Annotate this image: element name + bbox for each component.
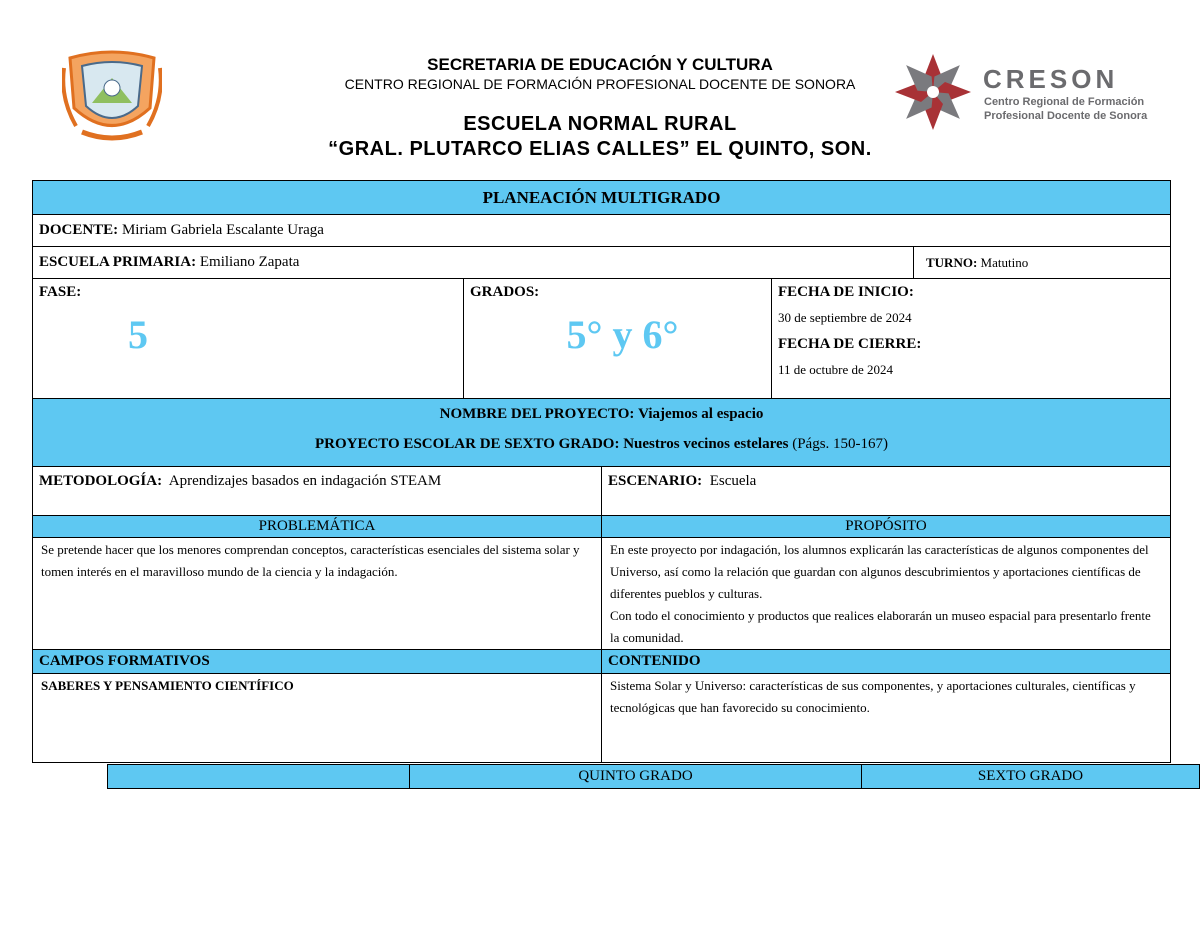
- fecha-inicio-value: 30 de septiembre de 2024: [778, 310, 912, 325]
- fecha-inicio-label: FECHA DE INICIO:: [778, 284, 914, 300]
- fase-label: FASE:: [39, 284, 82, 300]
- escuela-label: ESCUELA PRIMARIA:: [39, 254, 197, 270]
- centro-regional-subheading: CENTRO REGIONAL DE FORMACIÓN PROFESIONAL DOCENTE DE SONORA: [344, 76, 856, 92]
- proyecto-escolar-line: [39, 429, 1164, 459]
- proyecto-label: NOMBRE DEL PROYECTO:: [439, 406, 635, 422]
- turno-value: Matutino: [980, 255, 1029, 270]
- problematica-text: Se pretende hacer que los menores comprendan conceptos, características esenciales del sistema solar y tomen interés en el maravilloso mundo de la ciencia y la indagación.: [32, 537, 602, 650]
- proyecto-block: [32, 398, 1171, 467]
- escenario-cell: [601, 466, 1171, 516]
- fecha-cierre-value: 11 de octubre de 2024: [778, 362, 894, 377]
- proyecto-escolar-pages: (Págs. 150-167): [792, 436, 889, 452]
- plan-title: PLANEACIÓN MULTIGRADO: [32, 180, 1171, 215]
- escuela-row: [32, 246, 914, 279]
- fechas-cell: [771, 278, 1171, 399]
- contenido-header: CONTENIDO: [601, 649, 1171, 674]
- campo-formativo-value: SABERES Y PENSAMIENTO CIENTÍFICO: [32, 673, 602, 763]
- metodologia-label: METODOLOGÍA:: [39, 473, 163, 489]
- turno-cell: [913, 246, 1171, 279]
- escuela-name-heading: “GRAL. PLUTARCO ELIAS CALLES” EL QUINTO, SON.: [328, 138, 872, 160]
- fase-value: 5: [128, 312, 148, 357]
- grados-cell: [463, 278, 772, 399]
- sexto-grado-header: SEXTO GRADO: [861, 764, 1200, 789]
- docente-label: DOCENTE:: [39, 222, 119, 238]
- proposito-paragraph-2: Con todo el conocimiento y productos que realices elaborarán un museo espacial para presentarlo frente la comunidad.: [610, 608, 1151, 645]
- creson-star-logo-icon: [893, 52, 973, 132]
- fecha-cierre-label: FECHA DE CIERRE:: [778, 336, 922, 352]
- turno-label: TURNO:: [926, 255, 978, 270]
- grade-header-empty: [107, 764, 410, 789]
- document-header: [0, 0, 1200, 180]
- proyecto-escolar-value: Nuestros vecinos estelares: [623, 436, 789, 452]
- proposito-header: PROPÓSITO: [601, 515, 1171, 538]
- escuela-value: Emiliano Zapata: [199, 254, 300, 270]
- metodologia-cell: [32, 466, 602, 516]
- metodologia-value: Aprendizajes basados en indagación STEAM: [168, 473, 442, 489]
- grados-label: GRADOS:: [470, 284, 540, 300]
- docente-value: Miriam Gabriela Escalante Uraga: [121, 222, 324, 238]
- quinto-grado-header: QUINTO GRADO: [409, 764, 862, 789]
- escenario-value: Escuela: [709, 473, 757, 489]
- proyecto-escolar-label: PROYECTO ESCOLAR DE SEXTO GRADO:: [314, 436, 620, 452]
- docente-row: [32, 214, 1171, 247]
- proyecto-name-line: [39, 399, 1164, 429]
- problematica-header: PROBLEMÁTICA: [32, 515, 602, 538]
- creson-wordmark: CRESON: [983, 64, 1119, 94]
- proposito-text: [601, 537, 1171, 650]
- proposito-paragraph-1: En este proyecto por indagación, los alumnos explicarán las características de algunos componentes del Universo, así como la relación que guardan con algunos descubrimientos y aportaciones científicas de diferentes pueblos y culturas.: [610, 542, 1149, 601]
- contenido-text: Sistema Solar y Universo: características de sus componentes, y aportaciones culturales, científicas y tecnológicas que han favorecido su conocimiento.: [601, 673, 1171, 763]
- grados-value: 5° y 6°: [566, 312, 679, 357]
- proyecto-value: Viajemos al espacio: [638, 406, 764, 422]
- secretaria-heading: SECRETARIA DE EDUCACIÓN Y CULTURA: [427, 55, 773, 74]
- escenario-label: ESCENARIO:: [608, 473, 703, 489]
- fase-cell: [32, 278, 464, 399]
- escuela-heading: ESCUELA NORMAL RURAL: [463, 113, 737, 135]
- campos-formativos-header: CAMPOS FORMATIVOS: [32, 649, 602, 674]
- creson-subtitle: Centro Regional de Formación Profesional Docente de Sonora: [984, 96, 1148, 122]
